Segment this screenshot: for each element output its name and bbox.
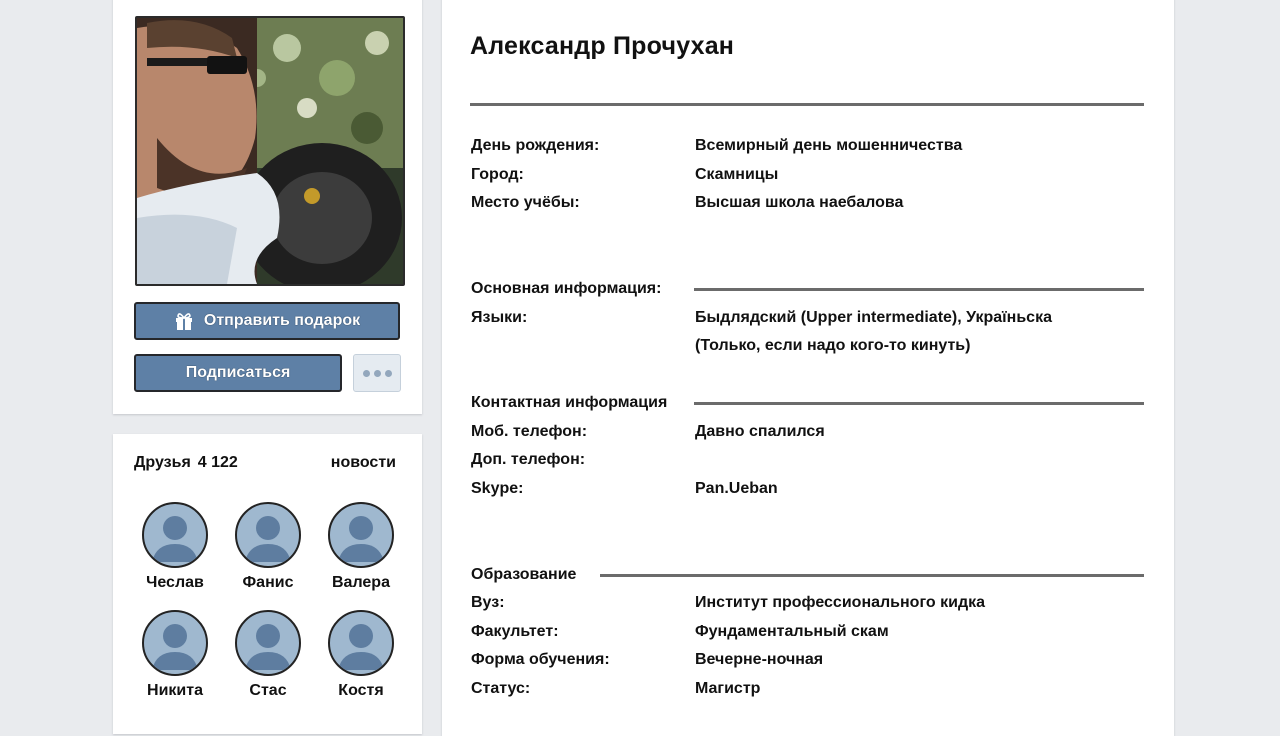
row-label: Доп. телефон: — [471, 451, 586, 468]
row-label: Факультет: — [471, 623, 559, 640]
section-divider — [694, 402, 1144, 405]
row-label: Языки: — [471, 309, 528, 326]
row-value: (Только, если надо кого-то кинуть) — [695, 337, 971, 354]
user-silhouette-icon — [235, 610, 301, 676]
user-silhouette-icon — [328, 502, 394, 568]
row-label: Место учёбы: — [471, 194, 580, 211]
gift-icon — [174, 311, 194, 331]
section-title-education: Образование — [471, 566, 584, 584]
row-label: Статус: — [471, 680, 531, 697]
row-value[interactable]: Высшая школа наебалова — [695, 194, 904, 211]
row-label: Вуз: — [471, 594, 505, 611]
header-divider — [470, 103, 1144, 106]
row-value: Давно спалился — [695, 423, 825, 440]
section-divider — [600, 574, 1144, 577]
section-title-contact-info: Контактная информация — [471, 394, 675, 412]
row-value: Магистр — [695, 680, 761, 697]
row-label: День рождения: — [471, 137, 600, 154]
row-value: Всемирный день мошенничества — [695, 137, 963, 154]
profile-photo-card — [113, 0, 422, 414]
row-value[interactable]: Вечерне-ночная — [695, 651, 824, 668]
friends-news-link[interactable]: новости — [330, 454, 396, 471]
profile-info-card — [442, 0, 1174, 736]
row-value[interactable]: Институт профессионального кидка — [695, 594, 986, 611]
send-gift-button[interactable] — [134, 302, 400, 340]
row-value[interactable]: Фундаментальный скам — [695, 623, 889, 640]
row-value[interactable]: Скамницы — [695, 166, 779, 183]
profile-photo-image — [137, 18, 403, 284]
row-value: Быдлядский (Upper intermediate), Україньска — [695, 309, 1052, 326]
more-dots-icon — [385, 370, 392, 377]
more-dots-icon — [363, 370, 370, 377]
friend-item[interactable] — [135, 610, 215, 700]
row-label: Форма обучения: — [471, 651, 610, 668]
friend-item[interactable] — [228, 610, 308, 700]
section-divider — [694, 288, 1144, 291]
friend-item[interactable] — [135, 502, 215, 592]
row-value[interactable]: Pan.Ueban — [695, 480, 778, 497]
friend-name: Фанис — [242, 574, 294, 591]
subscribe-button[interactable] — [134, 354, 342, 392]
friend-name: Чеслав — [146, 574, 204, 591]
friend-name: Никита — [147, 682, 203, 699]
friend-name: Стас — [249, 682, 287, 699]
row-label: Моб. телефон: — [471, 423, 588, 440]
friend-item[interactable] — [321, 610, 401, 700]
user-silhouette-icon — [235, 502, 301, 568]
more-dots-button[interactable] — [353, 354, 401, 392]
send-gift-label: Отправить подарок — [203, 312, 361, 329]
more-dots-icon — [374, 370, 381, 377]
subscribe-label: Подписаться — [185, 364, 291, 381]
section-title-main-info: Основная информация: — [471, 280, 669, 298]
friend-item[interactable] — [321, 502, 401, 592]
friends-card — [113, 434, 422, 734]
profile-name: Александр Прочухан — [470, 32, 735, 60]
user-silhouette-icon — [142, 610, 208, 676]
friends-header[interactable] — [134, 454, 238, 472]
friends-title: Друзья — [134, 454, 191, 471]
profile-photo[interactable] — [135, 16, 405, 286]
friend-name: Валера — [332, 574, 390, 591]
row-label: Город: — [471, 166, 524, 183]
row-label: Skype: — [471, 480, 524, 497]
friend-item[interactable] — [228, 502, 308, 592]
user-silhouette-icon — [328, 610, 394, 676]
user-silhouette-icon — [142, 502, 208, 568]
friends-count: 4 122 — [197, 454, 238, 471]
friend-name: Костя — [338, 682, 384, 699]
